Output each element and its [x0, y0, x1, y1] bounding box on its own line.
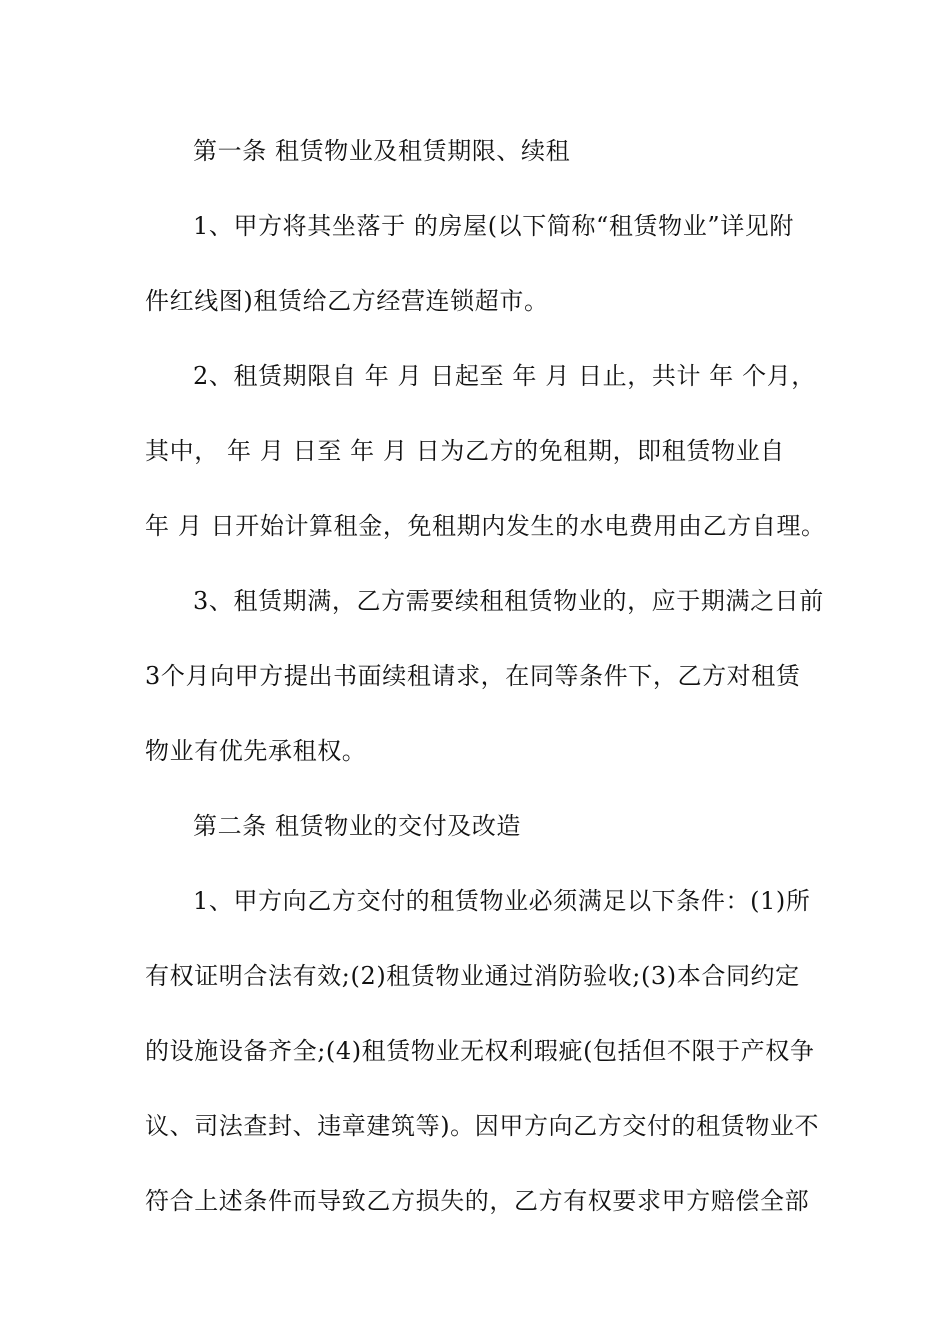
- paragraph-line: 3、租赁期满，乙方需要续租租赁物业的，应于期满之日前: [193, 587, 824, 615]
- paragraph-line: 1、甲方向乙方交付的租赁物业必须满足以下条件：(1)所: [193, 887, 811, 915]
- paragraph-line: 的设施设备齐全;(4)租赁物业无权利瑕疵(包括但不限于产权争: [145, 1037, 815, 1065]
- paragraph-line: 符合上述条件而导致乙方损失的，乙方有权要求甲方赔偿全部: [145, 1187, 810, 1215]
- article-2-heading: 第二条 租赁物业的交付及改造: [193, 812, 522, 840]
- paragraph-line: 3个月向甲方提出书面续租请求，在同等条件下，乙方对租赁: [145, 662, 801, 690]
- paragraph-line: 议、司法查封、违章建筑等)。因甲方向乙方交付的租赁物业不: [145, 1112, 820, 1140]
- paragraph-line: 1、甲方将其坐落于 的房屋(以下简称“租赁物业”详见附: [193, 212, 794, 240]
- article-1-heading: 第一条 租赁物业及租赁期限、续租: [193, 137, 571, 165]
- paragraph-line: 物业有优先承租权。: [145, 737, 367, 765]
- paragraph-line: 有权证明合法有效;(2)租赁物业通过消防验收;(3)本合同约定: [145, 962, 800, 990]
- paragraph-line: 其中， 年 月 日至 年 月 日为乙方的免租期，即租赁物业自: [145, 437, 785, 465]
- paragraph-line: 年 月 日开始计算租金，免租期内发生的水电费用由乙方自理。: [145, 512, 826, 540]
- paragraph-line: 2、租赁期限自 年 月 日起至 年 月 日止，共计 年 个月，: [193, 362, 816, 390]
- paragraph-line: 件红线图)租赁给乙方经营连锁超市。: [145, 287, 549, 315]
